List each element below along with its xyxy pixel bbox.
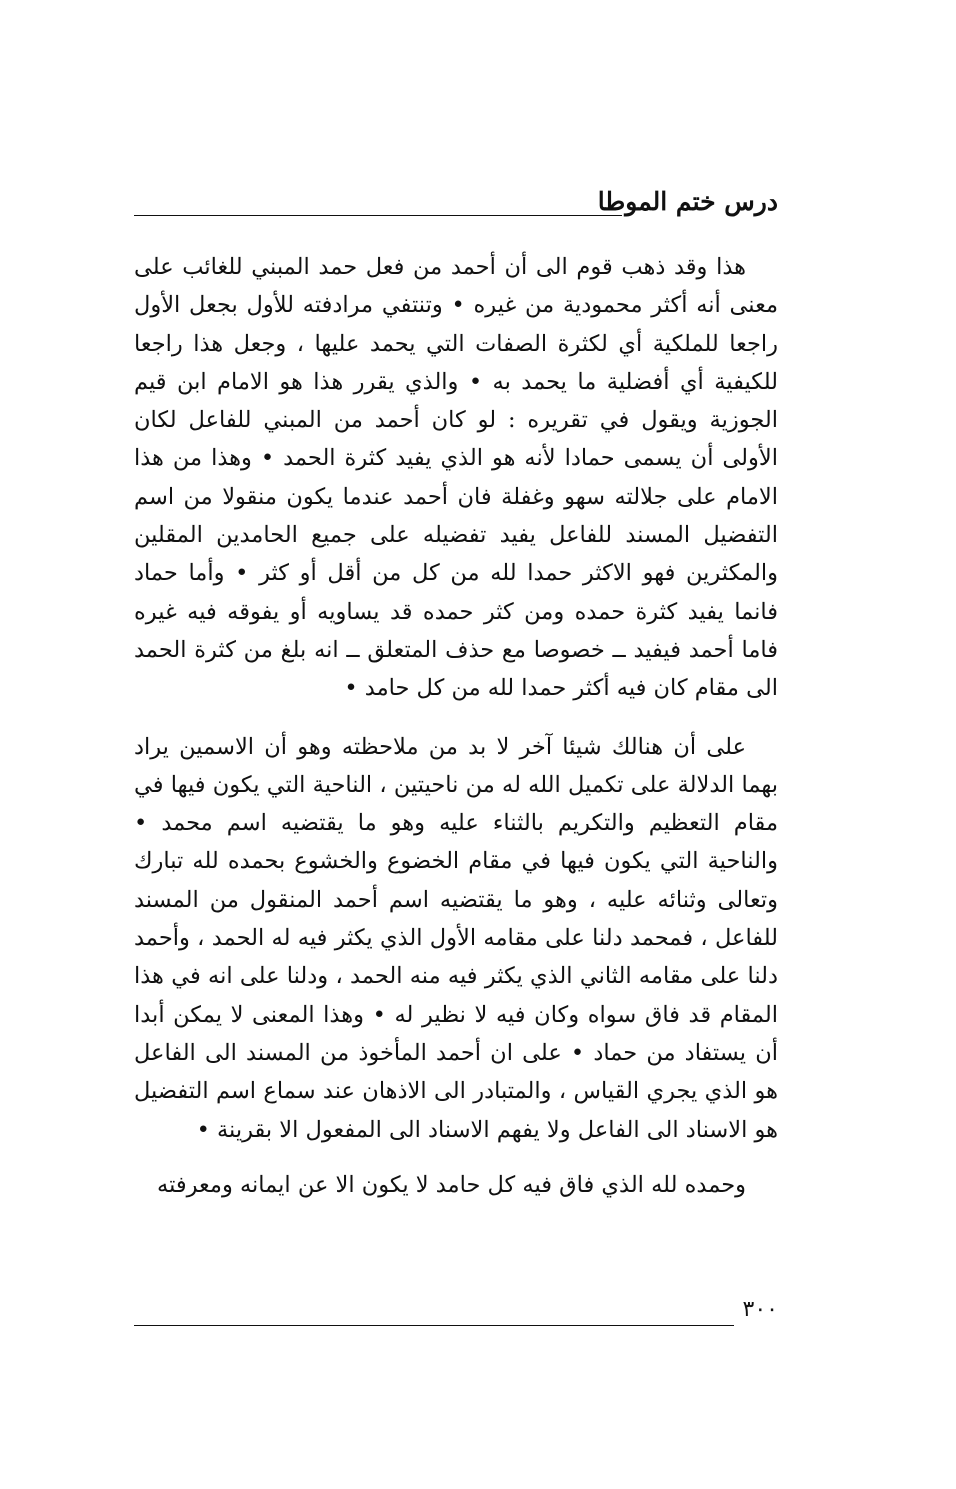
body-text xyxy=(134,248,778,1204)
footer-rule xyxy=(134,1325,734,1326)
running-header-title: درس ختم الموطا xyxy=(597,187,778,216)
paragraph: على أن هنالك شيئا آخر لا بد من ملاحظته وهو أن الاسمين يراد بهما الدلالة على تكميل الله له من ناحيتين ، الناحية التي يكون فيها في مقام التعظيم والتكريم بالثناء عليه وهو ما يقتضيه اسم محمد • والناحية التي يكون فيها في مقام الخضوع والخشوع بحمده لله تبارك وتعالى وثنائه عليه ، وهو ما يقتضيه اسم أحمد المنقول من المسند للفاعل ، فمحمد دلنا على مقامه الأول الذي يكثر فيه له الحمد ، وأحمد دلنا على مقامه الثاني الذي يكثر فيه منه الحمد ، ودلنا على انه في هذا المقام قد فاق سواه وكان فيه لا نظير له • وهذا المعنى لا يمكن أبدا أن يستفاد من حماد • على ان أحمد المأخوذ من المسند الى الفاعل هو الذي يجري القياس ، والمتبادر الى الاذهان عند سماع اسم التفضيل هو الاسناد الى الفاعل ولا يفهم الاسناد الى المفعول الا بقرينة • xyxy=(134,733,778,1143)
page-footer xyxy=(134,1295,778,1335)
page-number: ٣٠٠ xyxy=(742,1297,778,1322)
running-header xyxy=(134,186,778,226)
header-rule xyxy=(134,215,622,216)
paragraph: وحمده لله الذي فاق فيه كل حامد لا يكون الا عن ايمانه ومعرفته xyxy=(157,1171,746,1198)
paragraph: هذا وقد ذهب قوم الى أن أحمد من فعل حمد المبني للغائب على معنى أنه أكثر محمودية من غيره • وتنتفي مرادفته للأول بجعل الأول راجعا للملكية أي لكثرة الصفات التي يحمد عليها ، وجعل هذا راجعا للكيفية أي أفضلية ما يحمد به • والذي يقرر هذا هو الامام ابن قيم الجوزية ويقول في تقريره : لو كان أحمد من المبني للفاعل لكان الأولى أن يسمى حمادا لأنه هو الذي يفيد كثرة الحمد • وهذا من هذا الامام على جلالته سهو وغفلة فان أحمد عندما يكون منقولا من اسم التفضيل المسند للفاعل يفيد تفضيله على جميع الحامدين المقلين والمكثرين فهو الاكثر حمدا لله من كل من أقل أو كثر • وأما حماد فانما يفيد كثرة حمده ومن كثر حمده قد يساويه أو يفوقه فيه غيره فاما أحمد فيفيد ــ خصوصا مع حذف المتعلق ــ انه بلغ من كثرة الحمد الى مقام كان فيه أكثر حمدا لله من كل حامد • xyxy=(134,254,778,702)
